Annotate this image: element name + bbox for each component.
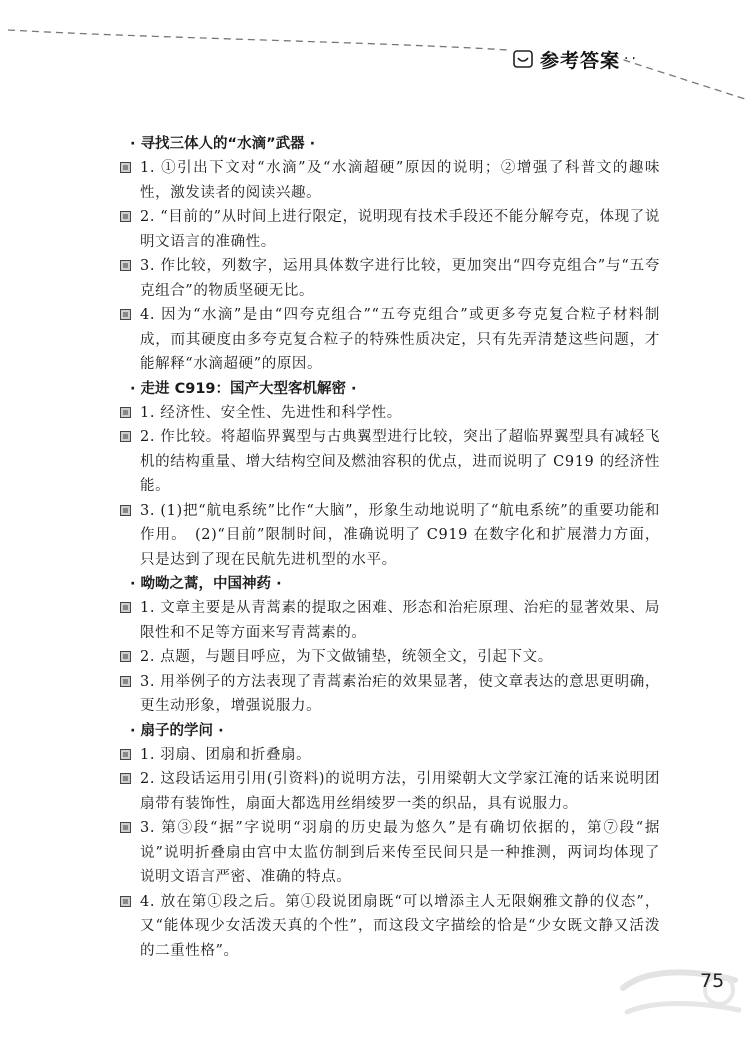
answer-item: 2. 这段话运用引用(引资料)的说明方法，引用梁朝大文学家江淹的话来说明团扇带有装饰性，扇面大都选用丝绢绫罗一类的织品，具有说服力。 — [120, 767, 660, 816]
answer-item: 1. ①引出下文对“水滴”及“水滴超硬”原因的说明；②增强了科普文的趣味性，激发读者的阅读兴趣。 — [120, 156, 660, 205]
answer-marker-icon — [120, 651, 131, 662]
answer-marker-icon — [120, 431, 131, 442]
answer-item: 4. 放在第①段之后。第①段说团扇既“可以增添主人无限娴雅文静的仪态”，又“能体现少女活泼天真的个性”，而这段文字描绘的恰是“少女既文静又活泼的二重性格”。 — [120, 890, 660, 964]
answer-content — [120, 132, 660, 963]
answer-marker-icon — [120, 822, 131, 833]
section-fan — [120, 719, 660, 964]
answer-item: 2. “目前的”从时间上进行限定，说明现有技术手段还不能分解夸克，体现了说明文语言的准确性。 — [120, 205, 660, 254]
answer-marker-icon — [120, 749, 131, 760]
answer-marker-icon — [120, 162, 131, 173]
book-icon — [512, 48, 534, 70]
header-title — [512, 44, 639, 74]
section-c919 — [120, 377, 660, 573]
answer-marker-icon — [120, 407, 131, 418]
answer-marker-icon — [120, 211, 131, 222]
answer-item: 1. 文章主要是从青蒿素的提取之困难、形态和治疟原理、治疟的显著效果、局限性和不足等方面来写青蒿素的。 — [120, 596, 660, 645]
answer-item: 4. 因为“水滴”是由“四夸克组合”“五夸克组合”或更多夸克复合粒子材料制成，而其硬度由多夸克复合粒子的特殊性质决定，只有先弄清楚这些问题，才能解释“水滴超硬”的原因。 — [120, 303, 660, 377]
section-title: · 寻找三体人的“水滴”武器 · — [130, 136, 316, 152]
watermark-logo — [615, 960, 745, 1030]
section-title: · 走进 C919：国产大型客机解密 · — [130, 380, 357, 397]
answer-item: 1. 羽扇、团扇和折叠扇。 — [120, 743, 660, 768]
answer-item: 1. 经济性、安全性、先进性和科学性。 — [120, 401, 660, 426]
section-water-drop — [120, 132, 660, 377]
header-title-text: 参考答案 — [540, 49, 621, 72]
answer-marker-icon — [120, 505, 131, 516]
answer-item: 3. (1)把“航电系统”比作“大脑”，形象生动地说明了“航电系统”的重要功能和作用。 (2)“目前”限制时间，准确说明了 C919 在数字化和扩展潜力方面，只是达到了现在民航先进机型的水平。 — [120, 499, 660, 573]
answer-item: 3. 作比较，列数字，运用具体数字进行比较，更加突出“四夸克组合”与“五夸克组合”的物质坚硬无比。 — [120, 254, 660, 303]
answer-item: 3. 用举例子的方法表现了青蒿素治疟的效果显著，使文章表达的意思更明确，更生动形象，增强说服力。 — [120, 670, 660, 719]
section-artemisinin — [120, 572, 660, 719]
answer-item: 2. 点题，与题目呼应，为下文做铺垫，统领全文，引起下文。 — [120, 645, 660, 670]
header-dots: ·· — [624, 51, 639, 67]
section-title: · 呦呦之蒿，中国神药 · — [130, 576, 282, 592]
answer-item: 2. 作比较。将超临界翼型与古典翼型进行比较，突出了超临界翼型具有减轻飞机的结构重量、增大结构空间及燃油容积的优点，进而说明了 C919 的经济性能。 — [120, 425, 660, 499]
answer-marker-icon — [120, 602, 131, 613]
answer-marker-icon — [120, 773, 131, 784]
answer-marker-icon — [120, 260, 131, 271]
answer-marker-icon — [120, 676, 131, 687]
answer-item: 3. 第③段“据”字说明“羽扇的历史最为悠久”是有确切依据的，第⑦段“据说”说明折叠扇由宫中太监仿制到后来传至民间只是一种推测，两词均体现了说明文语言严密、准确的特点。 — [120, 816, 660, 890]
section-title: · 扇子的学问 · — [130, 722, 224, 739]
answer-marker-icon — [120, 309, 131, 320]
answer-marker-icon — [120, 896, 131, 907]
page-number: 75 — [700, 970, 725, 992]
